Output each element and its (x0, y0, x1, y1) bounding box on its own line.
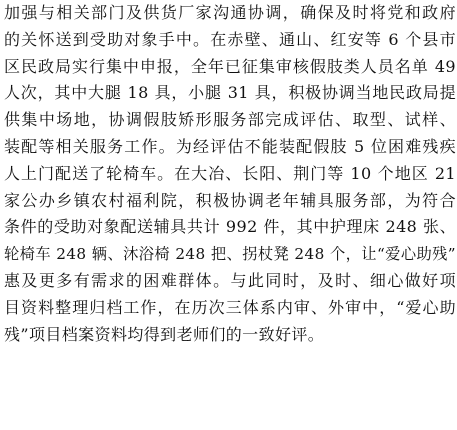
text-line-11: 惠及更多有需求的困难群体。与此同时，及时、细心做好项 (4, 270, 456, 290)
text-line-9: 条件的受助对象配送辅具共计 992 件，其中护理床 248 张、 (4, 217, 456, 237)
text-line-5: 供集中场地，协调假肢矫形服务部完成评估、取型、试样、 (4, 110, 456, 130)
text-line-3: 区民政局实行集中申报，全年已征集审核假肢类人员名单 49 (4, 56, 456, 76)
text-line-4: 人次，其中大腿 18 具，小腿 31 具，积极协调当地民政局提 (4, 83, 456, 103)
text-line-1: 加强与相关部门及供货厂家沟通协调，确保及时将党和政府 (4, 3, 456, 22)
text-line-10: 轮椅车 248 辆、沐浴椅 248 把、拐杖凳 248 个，让“爱心助残” (4, 245, 456, 264)
text-line-8: 家公办乡镇农村福利院，积极协调老年辅具服务部，为符合 (4, 190, 456, 210)
text-line-6: 装配等相关服务工作。为经评估不能装配假肢 5 位困难残疾 (4, 136, 456, 156)
text-line-13: 残”项目档案资料均得到老师们的一致好评。 (4, 324, 325, 344)
text-line-7: 人上门配送了轮椅车。在大冶、长阳、荆门等 10 个地区 21 (4, 163, 456, 183)
document-body (4, 0, 456, 348)
text-line-2: 的关怀送到受助对象手中。在赤壁、通山、红安等 6 个县市 (4, 29, 456, 49)
text-line-12: 目资料整理归档工作，在历次三体系内审、外审中，“爱心助 (4, 297, 456, 317)
